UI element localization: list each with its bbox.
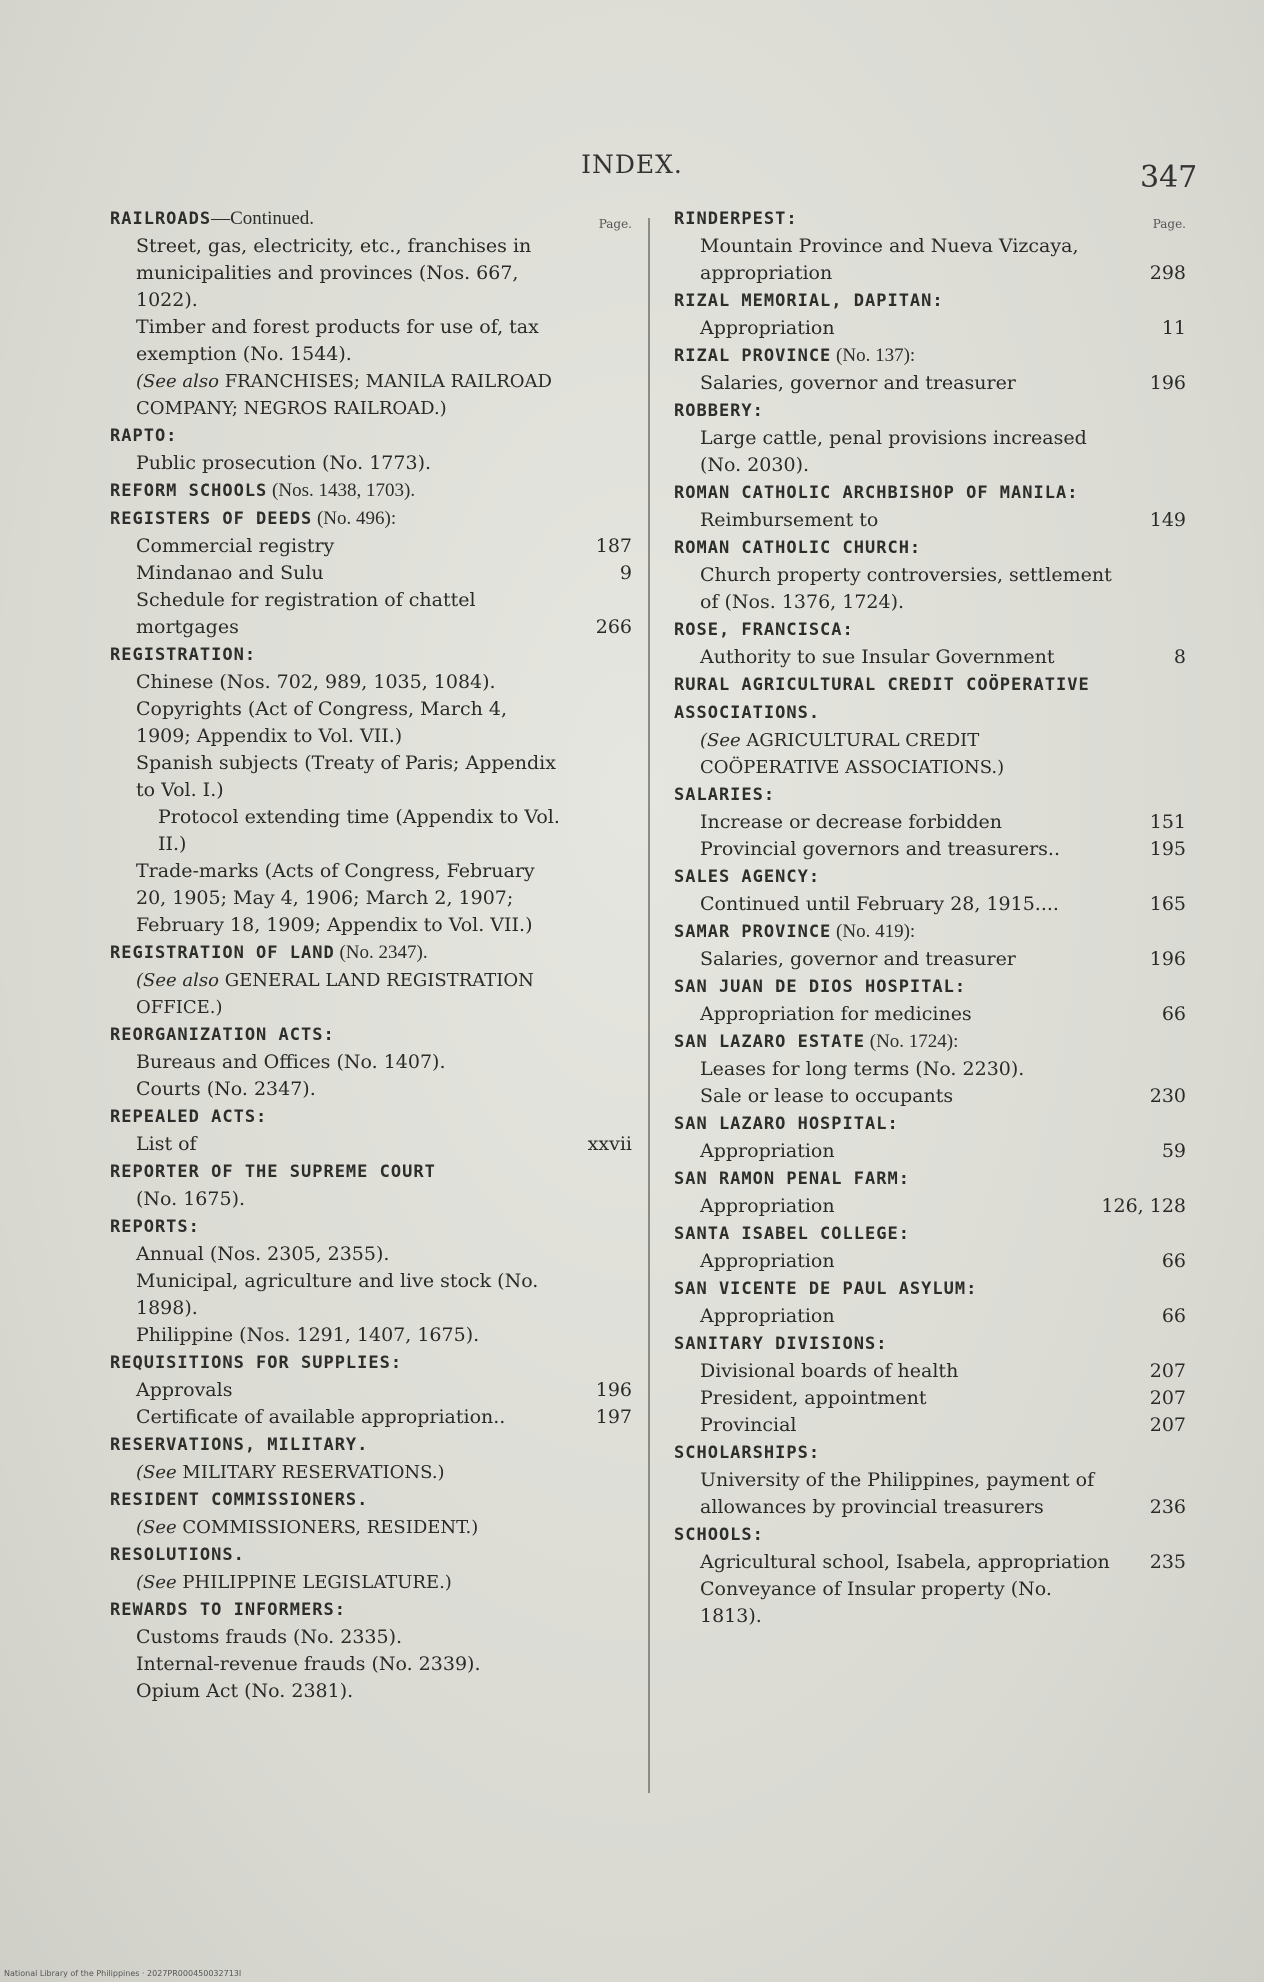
entry-heading-suffix: (No. 2347). — [334, 942, 428, 963]
page-reference: 207 — [1149, 1414, 1186, 1436]
sub-entry — [674, 507, 1186, 534]
entry-heading-text: RIZAL MEMORIAL, DAPITAN: — [674, 291, 944, 311]
see-lead: (See — [136, 1572, 177, 1593]
sub-entry — [110, 560, 632, 587]
sub-entry-text: Bureaus and Offices (No. 1407). — [136, 1051, 446, 1073]
sub-entry — [110, 450, 632, 477]
sub-entry-text: Appropriation — [700, 317, 835, 339]
index-entry — [674, 1330, 1186, 1439]
entry-heading-text: RIZAL PROVINCE — [674, 346, 832, 366]
see-lead: (See — [700, 730, 741, 751]
page-reference: 196 — [1149, 372, 1186, 394]
sub-entry — [674, 836, 1186, 863]
see-target: AGRICULTURAL CREDIT COÖPERATIVE ASSOCIATIONS.) — [700, 730, 1005, 778]
sub-entry-text: Appropriation — [700, 1140, 835, 1162]
entry-heading — [674, 1439, 1186, 1467]
entry-heading — [110, 1213, 632, 1241]
entry-heading-text: RESIDENT COMMISSIONERS. — [110, 1490, 369, 1510]
see-target: MILITARY RESERVATIONS.) — [182, 1462, 445, 1483]
index-entry — [674, 287, 1186, 342]
sub-entry-text: Protocol extending time (Appendix to Vol. II.) — [158, 806, 560, 855]
sub-entry — [110, 858, 632, 939]
sub-entry-text: Large cattle, penal provisions increased (No. 2030). — [700, 427, 1087, 476]
sub-entry-text: Philippine (Nos. 1291, 1407, 1675). — [136, 1324, 480, 1346]
entry-heading — [110, 1596, 632, 1624]
sub-entry — [674, 891, 1186, 918]
sub-entry — [674, 946, 1186, 973]
sub-entry-text: Commercial registry — [136, 535, 335, 557]
index-entry — [110, 1021, 632, 1103]
see-lead: (See also — [136, 970, 219, 991]
sub-entry — [110, 1624, 632, 1651]
sub-entry — [674, 1303, 1186, 1330]
sub-entry-text: Municipal, agriculture and live stock (No. 1898). — [136, 1270, 539, 1319]
sub-entry — [110, 1268, 632, 1322]
index-entry — [674, 973, 1186, 1028]
sub-entry — [110, 1404, 632, 1431]
entry-heading-text: ROSE, FRANCISCA: — [674, 620, 854, 640]
entry-heading — [674, 863, 1186, 891]
index-entry — [674, 1110, 1186, 1165]
see-also-reference — [110, 368, 632, 422]
entry-heading-text: SAMAR PROVINCE — [674, 922, 832, 942]
sub-entry-text: Increase or decrease forbidden — [700, 811, 1002, 833]
index-entry — [110, 641, 632, 939]
entry-heading-text: RESERVATIONS, MILITARY. — [110, 1435, 369, 1455]
entry-heading-text: SALES AGENCY: — [674, 867, 821, 887]
sub-entry-text: Appropriation — [700, 1305, 835, 1327]
entry-heading — [110, 205, 632, 233]
sub-entry-text: Timber and forest products for use of, tax exemption (No. 1544). — [136, 316, 539, 365]
sub-entry — [674, 370, 1186, 397]
entry-heading-suffix: (No. 419): — [831, 921, 916, 942]
entry-heading — [110, 477, 632, 505]
sub-entry — [674, 1138, 1186, 1165]
page-reference: 66 — [1161, 1305, 1186, 1327]
sub-entry — [674, 1083, 1186, 1110]
sub-entry — [674, 1193, 1186, 1220]
sub-entry-text: Internal-revenue frauds (No. 2339). — [136, 1653, 481, 1675]
see-also-reference — [110, 1459, 632, 1486]
index-entry — [110, 1213, 632, 1349]
page-header-title: INDEX. — [581, 150, 683, 179]
see-lead: (See also — [136, 371, 219, 392]
entry-heading-suffix: (No. 496): — [312, 508, 397, 529]
index-entry — [674, 1439, 1186, 1521]
entry-heading — [110, 1486, 632, 1514]
index-entry — [674, 863, 1186, 918]
sub-entry-text: President, appointment — [700, 1387, 927, 1409]
page-column-label: Page. — [598, 217, 632, 231]
index-entry — [110, 1103, 632, 1158]
entry-heading — [674, 534, 1186, 562]
page-reference: 8 — [1173, 646, 1186, 668]
sub-entry-text: Mountain Province and Nueva Vizcaya, appropriation — [700, 235, 1079, 284]
sub-entry — [674, 562, 1186, 616]
entry-heading — [110, 1158, 632, 1186]
index-entry — [674, 1028, 1186, 1110]
entry-heading-text: SAN RAMON PENAL FARM: — [674, 1169, 910, 1189]
entry-heading-text: SANITARY DIVISIONS: — [674, 1334, 888, 1354]
page-reference: 66 — [1161, 1003, 1186, 1025]
page-reference: 66 — [1161, 1250, 1186, 1272]
entry-heading-text: REFORM SCHOOLS — [110, 481, 268, 501]
entry-heading — [110, 1541, 632, 1569]
entry-heading-text: REGISTRATION: — [110, 645, 257, 665]
entry-heading-text: REGISTRATION OF LAND — [110, 943, 335, 963]
entry-heading — [674, 1275, 1186, 1303]
page-reference: 298 — [1149, 262, 1186, 284]
sub-entry-text: Approvals — [136, 1379, 233, 1401]
page-reference: 196 — [595, 1379, 632, 1401]
entry-heading-text: SAN LAZARO HOSPITAL: — [674, 1114, 899, 1134]
entry-heading-suffix: (Nos. 1438, 1703). — [267, 480, 416, 501]
entry-heading-text: RESOLUTIONS. — [110, 1545, 245, 1565]
entry-heading — [110, 939, 632, 967]
sub-entry-text: Church property controversies, settlement of (Nos. 1376, 1724). — [700, 564, 1112, 613]
page-reference: xxvii — [587, 1133, 632, 1155]
sub-entry-text: Continued until February 28, 1915.... — [700, 893, 1059, 915]
sub-entry — [674, 1549, 1186, 1576]
sub-entry — [110, 750, 632, 804]
entry-heading-text: RINDERPEST: — [674, 209, 798, 229]
see-also-reference — [110, 1569, 632, 1596]
index-entry — [110, 505, 632, 641]
sub-entry — [674, 1001, 1186, 1028]
sub-entry-text: Mindanao and Sulu — [136, 562, 324, 584]
page-reference: 165 — [1149, 893, 1186, 915]
entry-heading — [110, 1349, 632, 1377]
entry-heading — [110, 422, 632, 450]
sub-entry — [674, 644, 1186, 671]
index-entry — [110, 422, 632, 477]
sub-entry-text: Appropriation — [700, 1250, 835, 1272]
sub-entry — [110, 696, 632, 750]
sub-entry — [674, 1412, 1186, 1439]
page-reference: 235 — [1149, 1551, 1186, 1573]
entry-heading — [674, 1110, 1186, 1138]
entry-heading — [674, 397, 1186, 425]
page-reference: 187 — [595, 535, 632, 557]
page-reference: 9 — [619, 562, 632, 584]
sub-entry — [110, 533, 632, 560]
entry-heading — [110, 505, 632, 533]
entry-heading — [674, 205, 1186, 233]
index-entry — [674, 342, 1186, 397]
index-entry — [674, 479, 1186, 534]
entry-heading — [674, 973, 1186, 1001]
sub-entry-text: Copyrights (Act of Congress, March 4, 1909; Appendix to Vol. VII.) — [136, 698, 508, 747]
entry-heading — [674, 342, 1186, 370]
sub-entry — [110, 587, 632, 641]
sub-entry — [674, 1056, 1186, 1083]
entry-heading-text: RAILROADS — [110, 209, 212, 229]
sub-entry — [674, 809, 1186, 836]
page-reference: 266 — [595, 616, 632, 638]
sub-entry — [110, 1678, 632, 1705]
sub-entry — [110, 314, 632, 368]
entry-heading-text: REPORTER OF THE SUPREME COURT — [110, 1162, 436, 1182]
entry-heading — [674, 1521, 1186, 1549]
sub-entry — [110, 1322, 632, 1349]
page-reference: 126, 128 — [1101, 1195, 1186, 1217]
entry-heading-text: REGISTERS OF DEEDS — [110, 509, 313, 529]
sub-entry-text: Spanish subjects (Treaty of Paris; Appendix to Vol. I.) — [136, 752, 556, 801]
sub-entry — [674, 233, 1186, 287]
index-entry — [110, 1541, 632, 1596]
page-reference: 197 — [595, 1406, 632, 1428]
index-entry — [674, 534, 1186, 616]
sub-entry-text: Appropriation — [700, 1195, 835, 1217]
entry-heading-text: REQUISITIONS FOR SUPPLIES: — [110, 1353, 403, 1373]
page-column-label: Page. — [1152, 217, 1186, 231]
page-reference: 151 — [1149, 811, 1186, 833]
sub-entry-text: University of the Philippines, payment of allowances by provincial treasurers — [700, 1469, 1095, 1518]
entry-heading-text: SALARIES: — [674, 785, 776, 805]
entry-heading-text: ROBBERY: — [674, 401, 764, 421]
index-entry — [674, 918, 1186, 973]
page-number: 347 — [1140, 160, 1198, 195]
entry-heading-suffix: (No. 1724): — [865, 1031, 959, 1052]
index-entry — [674, 1165, 1186, 1220]
entry-heading — [674, 1165, 1186, 1193]
column-divider — [648, 218, 650, 1793]
index-entry — [674, 616, 1186, 671]
sub-entry-text: Conveyance of Insular property (No. 1813). — [700, 1578, 1052, 1627]
footer-credit: National Library of the Philippines · 2027PR000450032713I — [4, 1969, 242, 1978]
index-entry — [110, 1486, 632, 1541]
entry-heading — [674, 1028, 1186, 1056]
sub-entry-text: Annual (Nos. 2305, 2355). — [136, 1243, 390, 1265]
sub-entry-text: Agricultural school, Isabela, appropriation — [700, 1551, 1110, 1573]
page-reference: 149 — [1149, 509, 1186, 531]
sub-entry — [110, 1049, 632, 1076]
entry-heading — [674, 671, 1186, 727]
sub-entry — [674, 315, 1186, 342]
entry-heading — [110, 1103, 632, 1131]
sub-entry-text: Customs frauds (No. 2335). — [136, 1626, 403, 1648]
index-column-right — [674, 205, 1186, 1630]
sub-entry-text: Schedule for registration of chattel mortgages — [136, 589, 476, 638]
entry-heading-suffix: —Continued. — [211, 208, 315, 229]
entry-heading-text: ROMAN CATHOLIC ARCHBISHOP OF MANILA: — [674, 483, 1079, 503]
sub-entry — [674, 1576, 1186, 1630]
see-also-reference — [110, 967, 632, 1021]
sub-entry — [110, 804, 632, 858]
sub-entry-text: Street, gas, electricity, etc., franchises in municipalities and provinces (Nos. 667, 1022). — [136, 235, 532, 311]
page-reference: 207 — [1149, 1360, 1186, 1382]
entry-heading-suffix: (No. 137): — [831, 345, 916, 366]
sub-entry — [110, 1651, 632, 1678]
sub-entry-text: (No. 1675). — [136, 1188, 246, 1210]
sub-entry-text: Reimbursement to — [700, 509, 879, 531]
sub-entry — [110, 1186, 632, 1213]
sub-entry — [110, 1076, 632, 1103]
entry-heading — [110, 1431, 632, 1459]
sub-entry-text: Trade-marks (Acts of Congress, February 20, 1905; May 4, 1906; March 2, 1907; February 18, 1909; Appendix to Vol. VII.) — [136, 860, 535, 936]
index-entry — [110, 1158, 632, 1213]
see-target: GENERAL LAND REGISTRATION OFFICE.) — [136, 970, 534, 1018]
index-entry — [110, 1596, 632, 1705]
page-reference: 230 — [1149, 1085, 1186, 1107]
entry-heading-text: SAN VICENTE DE PAUL ASYLUM: — [674, 1279, 978, 1299]
index-entry — [674, 205, 1186, 287]
sub-entry — [110, 1241, 632, 1268]
page-reference: 11 — [1161, 317, 1186, 339]
sub-entry-text: Sale or lease to occupants — [700, 1085, 954, 1107]
entry-heading-text: SCHOOLS: — [674, 1525, 764, 1545]
see-lead: (See — [136, 1462, 177, 1483]
entry-heading — [674, 781, 1186, 809]
sub-entry — [110, 233, 632, 314]
index-entry — [110, 1349, 632, 1431]
sub-entry-text: Provincial — [700, 1414, 797, 1436]
entry-heading-text: SAN LAZARO ESTATE — [674, 1032, 865, 1052]
see-also-reference — [110, 1514, 632, 1541]
sub-entry — [674, 1385, 1186, 1412]
sub-entry-text: Salaries, governor and treasurer — [700, 372, 1016, 394]
sub-entry-text: List of — [136, 1133, 197, 1155]
entry-heading-text: REPORTS: — [110, 1217, 200, 1237]
sub-entry — [674, 1358, 1186, 1385]
sub-entry-text: Divisional boards of health — [700, 1360, 959, 1382]
entry-heading — [110, 1021, 632, 1049]
sub-entry-text: Chinese (Nos. 702, 989, 1035, 1084). — [136, 671, 496, 693]
entry-heading — [674, 287, 1186, 315]
sub-entry-text: Leases for long terms (No. 2230). — [700, 1058, 1025, 1080]
entry-heading-text: SCHOLARSHIPS: — [674, 1443, 821, 1463]
entry-heading-text: RURAL AGRICULTURAL CREDIT COÖPERATIVE ASSOCIATIONS. — [674, 675, 1090, 723]
entry-heading-text: REWARDS TO INFORMERS: — [110, 1600, 346, 1620]
entry-heading-text: ROMAN CATHOLIC CHURCH: — [674, 538, 922, 558]
sub-entry — [110, 1377, 632, 1404]
see-target: COMMISSIONERS, RESIDENT.) — [182, 1517, 479, 1538]
entry-heading-text: REORGANIZATION ACTS: — [110, 1025, 335, 1045]
index-entry — [110, 939, 632, 1021]
entry-heading — [674, 1330, 1186, 1358]
sub-entry — [674, 1248, 1186, 1275]
entry-heading — [674, 918, 1186, 946]
see-target: PHILIPPINE LEGISLATURE.) — [182, 1572, 452, 1593]
page-reference: 196 — [1149, 948, 1186, 970]
sub-entry-text: Authority to sue Insular Government — [700, 646, 1055, 668]
index-entry — [110, 477, 632, 505]
page-reference: 207 — [1149, 1387, 1186, 1409]
entry-heading-text: SANTA ISABEL COLLEGE: — [674, 1224, 910, 1244]
sub-entry-text: Salaries, governor and treasurer — [700, 948, 1016, 970]
entry-heading — [110, 641, 632, 669]
index-column-left — [110, 205, 632, 1705]
index-entry — [110, 205, 632, 422]
sub-entry-text: Public prosecution (No. 1773). — [136, 452, 432, 474]
index-entry — [674, 1275, 1186, 1330]
sub-entry — [674, 1467, 1186, 1521]
entry-heading-text: SAN JUAN DE DIOS HOSPITAL: — [674, 977, 967, 997]
sub-entry-text: Appropriation for medicines — [700, 1003, 972, 1025]
entry-heading-text: RAPTO: — [110, 426, 178, 446]
index-entry — [674, 781, 1186, 863]
page-reference: 195 — [1149, 838, 1186, 860]
entry-heading — [674, 616, 1186, 644]
index-entry — [674, 1521, 1186, 1630]
entry-heading — [674, 1220, 1186, 1248]
sub-entry-text: Courts (No. 2347). — [136, 1078, 316, 1100]
sub-entry-text: Opium Act (No. 2381). — [136, 1680, 354, 1702]
see-also-reference — [674, 727, 1186, 781]
sub-entry — [674, 425, 1186, 479]
sub-entry-text: Provincial governors and treasurers.. — [700, 838, 1061, 860]
page-reference: 236 — [1149, 1496, 1186, 1518]
sub-entry — [110, 1131, 632, 1158]
index-entry — [674, 397, 1186, 479]
sub-entry — [110, 669, 632, 696]
sub-entry-text: Certificate of available appropriation.. — [136, 1406, 506, 1428]
index-entry — [110, 1431, 632, 1486]
page-reference: 59 — [1161, 1140, 1186, 1162]
entry-heading — [674, 479, 1186, 507]
see-target: FRANCHISES; MANILA RAILROAD COMPANY; NEGROS RAILROAD.) — [136, 371, 552, 419]
index-entry — [674, 1220, 1186, 1275]
entry-heading-text: REPEALED ACTS: — [110, 1107, 268, 1127]
index-entry — [674, 671, 1186, 781]
see-lead: (See — [136, 1517, 177, 1538]
